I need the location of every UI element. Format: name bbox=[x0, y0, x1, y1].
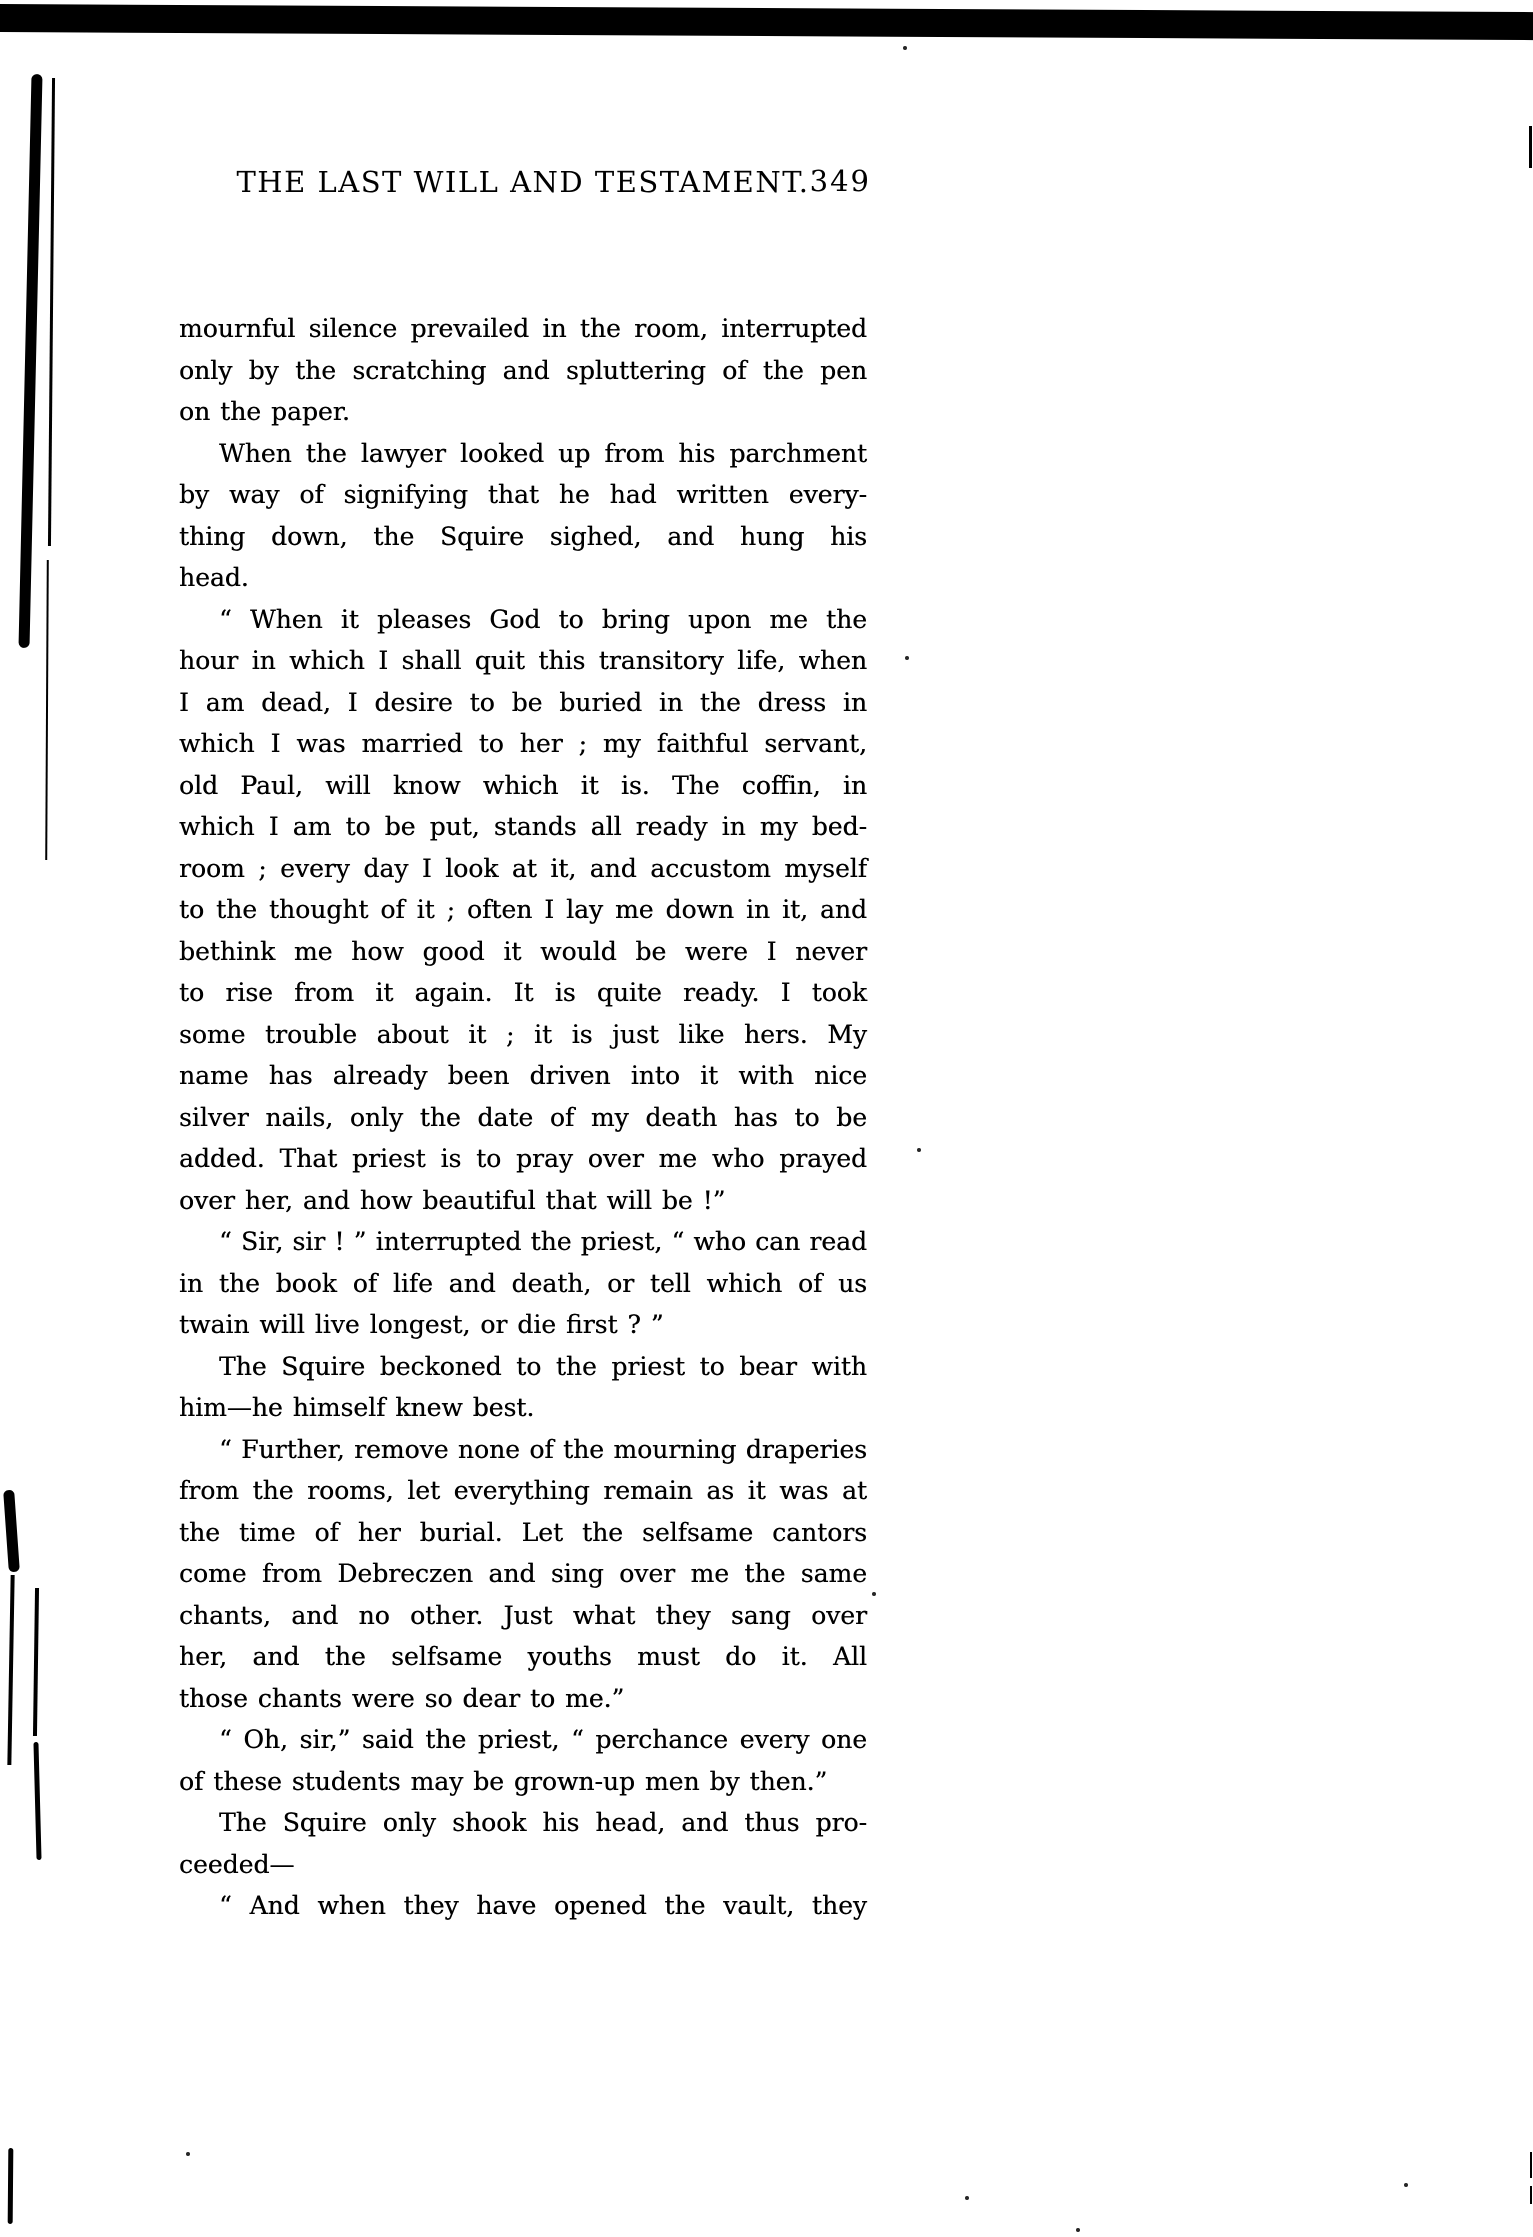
page-header bbox=[179, 160, 871, 208]
page-number: 349 bbox=[809, 164, 871, 198]
text-line: to the thought of it ; often I lay me down in it, and bbox=[179, 895, 867, 924]
text-line: over her, and how beautiful that will be !” bbox=[179, 1185, 726, 1215]
text-line: I am dead, I desire to be buried in the dress in bbox=[179, 687, 867, 717]
text-line: those chants were so dear to me.” bbox=[179, 1683, 625, 1713]
text-line: ceeded— bbox=[179, 1849, 295, 1879]
text-line: head. bbox=[179, 563, 249, 592]
text-line: her, and the selfsame youths must do it. All bbox=[179, 1642, 867, 1671]
scan-edge-mark-artifact bbox=[1530, 2152, 1532, 2178]
text-line: silver nails, only the date of my death has to be bbox=[179, 1102, 867, 1132]
text-line: room ; every day I look at it, and accustom myself bbox=[179, 853, 867, 883]
scan-speck-artifact bbox=[186, 2152, 190, 2156]
text-line: The Squire beckoned to the priest to bear with bbox=[219, 1351, 867, 1381]
text-line: “ And when they have opened the vault, they bbox=[219, 1891, 867, 1920]
text-line: which I was married to her ; my faithful servant, bbox=[179, 729, 867, 758]
text-line: twain will live longest, or die first ? ” bbox=[179, 1310, 664, 1339]
scan-speck-artifact bbox=[1076, 2228, 1080, 2232]
scan-speck-artifact bbox=[903, 46, 907, 50]
text-line: the time of her burial. Let the selfsame cantors bbox=[179, 1517, 867, 1547]
text-line: “ When it pleases God to bring upon me the bbox=[219, 604, 867, 634]
scan-binding-mark-artifact bbox=[3, 1490, 20, 1573]
text-line: “ Further, remove none of the mourning draperies bbox=[219, 1434, 867, 1464]
scan-binding-mark-artifact bbox=[18, 74, 42, 648]
text-line: some trouble about it ; it is just like hers. My bbox=[179, 1019, 867, 1049]
page-body-text bbox=[179, 308, 867, 1927]
text-line: thing down, the Squire sighed, and hung his bbox=[179, 521, 867, 551]
running-head-title: THE LAST WILL AND TESTAMENT. bbox=[236, 165, 810, 199]
text-line: The Squire only shook his head, and thus pro- bbox=[219, 1808, 867, 1837]
scan-binding-mark-artifact bbox=[8, 2148, 14, 2224]
scan-binding-mark-artifact bbox=[33, 1588, 39, 1736]
text-line: “ Oh, sir,” said the priest, “ perchance every one bbox=[219, 1725, 867, 1754]
scan-binding-mark-artifact bbox=[7, 1575, 14, 1765]
text-line: by way of signifying that he had written every- bbox=[179, 480, 867, 509]
text-line: “ Sir, sir ! ” interrupted the priest, “ who can read bbox=[219, 1227, 867, 1256]
text-line: on the paper. bbox=[179, 397, 350, 426]
scan-speck-artifact bbox=[1404, 2183, 1408, 2187]
text-line: hour in which I shall quit this transitory life, when bbox=[179, 646, 867, 675]
text-line: mournful silence prevailed in the room, interrupted bbox=[179, 314, 867, 343]
text-line: chants, and no other. Just what they sang over bbox=[179, 1600, 867, 1630]
scan-binding-mark-artifact bbox=[48, 78, 55, 546]
scan-edge-mark-artifact bbox=[1530, 2186, 1532, 2204]
text-line: in the book of life and death, or tell which of us bbox=[179, 1268, 867, 1298]
text-line: added. That priest is to pray over me who prayed bbox=[179, 1144, 867, 1173]
text-line: bethink me how good it would be were I never bbox=[179, 936, 867, 966]
text-line: only by the scratching and spluttering of the pen bbox=[179, 355, 867, 385]
text-line: which I am to be put, stands all ready in my bed- bbox=[179, 812, 867, 841]
text-line: from the rooms, let everything remain as it was at bbox=[179, 1476, 867, 1505]
text-line: come from Debreczen and sing over me the same bbox=[179, 1559, 867, 1588]
scan-speck-artifact bbox=[965, 2196, 969, 2200]
scan-speck-artifact bbox=[917, 1148, 921, 1152]
text-line: him—he himself knew best. bbox=[179, 1393, 535, 1422]
text-line: old Paul, will know which it is. The coffin, in bbox=[179, 770, 867, 800]
scan-edge-mark-artifact bbox=[1529, 126, 1532, 168]
scan-top-bar-artifact bbox=[0, 4, 1533, 40]
text-line: name has already been driven into it with nice bbox=[179, 1061, 867, 1090]
scan-speck-artifact bbox=[872, 1592, 876, 1596]
text-line: of these students may be grown-up men by then.” bbox=[179, 1766, 828, 1796]
scan-speck-artifact bbox=[905, 656, 909, 660]
text-line: to rise from it again. It is quite ready. I took bbox=[179, 978, 867, 1007]
scan-binding-mark-artifact bbox=[45, 560, 49, 860]
scan-binding-mark-artifact bbox=[33, 1742, 41, 1860]
text-line: When the lawyer looked up from his parchment bbox=[219, 438, 867, 468]
